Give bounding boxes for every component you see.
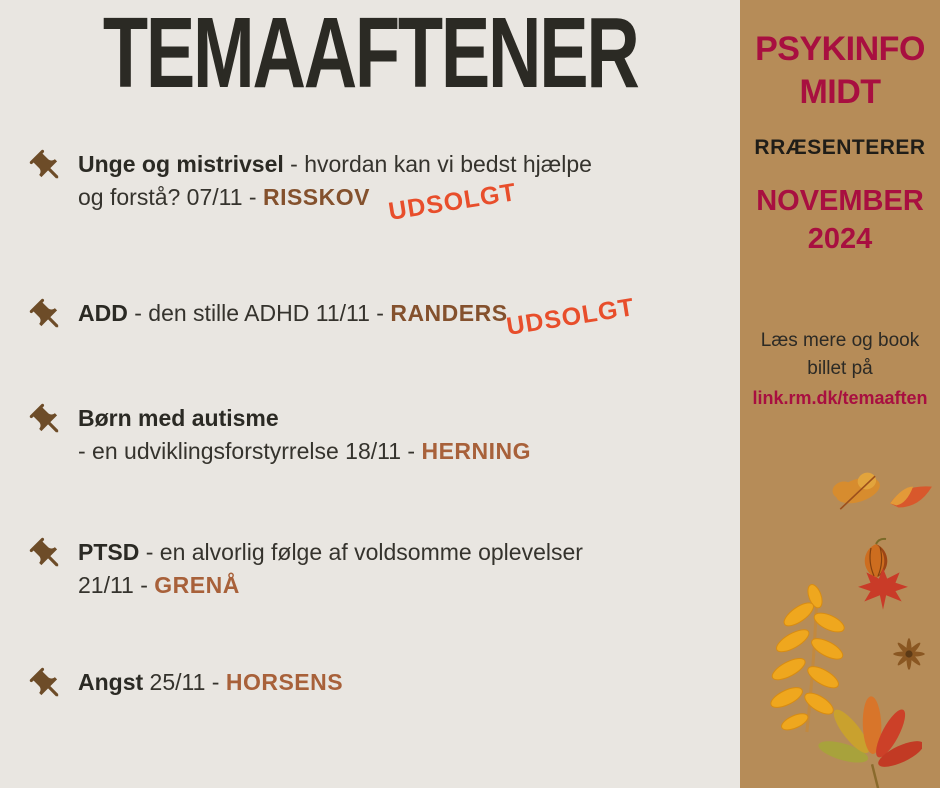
presents-label: RRÆSENTERER <box>754 136 926 159</box>
event-text <box>78 402 531 468</box>
event-location-text: GRENÅ <box>154 572 240 598</box>
star-anise-icon <box>890 636 928 672</box>
event-line <box>78 536 583 569</box>
event-line <box>78 569 583 602</box>
event-line <box>78 148 592 181</box>
event-item <box>28 402 531 468</box>
oak-leaf-icon <box>824 468 890 520</box>
event-title-text: PTSD <box>78 539 140 565</box>
small-leaf-icon <box>888 480 934 512</box>
event-detail-text: - hvordan kan vi bedst hjælpe <box>283 151 592 177</box>
creeper-leaf-icon <box>818 684 922 788</box>
event-location-text: RANDERS <box>390 300 508 326</box>
event-title-text: Angst <box>78 669 144 695</box>
cta-line-1: Læs mere og book <box>760 330 920 351</box>
event-detail-text: og forstå? 07/11 - <box>78 184 263 210</box>
soldout-badge: UDSOLGT <box>386 178 519 226</box>
event-title-text: ADD <box>78 300 128 326</box>
brand-line-1: PSYKINFO <box>755 30 925 68</box>
pushpin-icon <box>28 402 66 440</box>
event-text <box>78 297 508 330</box>
event-detail-text: - en alvorlig følge af voldsomme oplevelser <box>139 539 583 565</box>
cta-line-2: billet på <box>807 358 873 379</box>
event-item <box>28 293 637 341</box>
sidebar <box>740 0 940 788</box>
event-item <box>28 148 592 226</box>
event-item <box>28 536 583 602</box>
month-label <box>740 182 940 258</box>
event-location-text: RISSKOV <box>262 184 370 210</box>
pushpin-icon <box>28 536 66 574</box>
month-line-2: 2024 <box>807 223 873 255</box>
page-title-text: TEMAAFTENER <box>102 0 638 109</box>
event-detail-text: 25/11 - <box>143 669 226 695</box>
month-line-1: NOVEMBER <box>756 185 924 217</box>
event-title-text: Børn med autisme <box>78 405 279 431</box>
event-text <box>78 666 343 699</box>
event-line <box>78 666 343 699</box>
event-line <box>78 402 531 435</box>
pushpin-icon <box>28 148 66 186</box>
brand-title <box>740 28 940 114</box>
booking-info <box>740 327 940 412</box>
event-item <box>28 666 343 704</box>
brand-line-2: MIDT <box>799 73 881 111</box>
event-line <box>78 297 508 330</box>
event-detail-text: - den stille ADHD 11/11 - <box>127 300 391 326</box>
soldout-badge: UDSOLGT <box>504 293 637 341</box>
event-location-text: HERNING <box>421 438 532 464</box>
pushpin-icon <box>28 297 66 335</box>
booking-link[interactable]: link.rm.dk/temaaften <box>752 388 928 408</box>
event-text <box>78 536 583 602</box>
event-location-text: HORSENS <box>225 669 344 695</box>
event-title-text: Unge og mistrivsel <box>78 151 284 177</box>
event-detail-text: 21/11 - <box>78 572 155 598</box>
event-detail-text: - en udviklingsforstyrrelse 18/11 - <box>78 438 422 464</box>
event-line <box>78 435 531 468</box>
pushpin-icon <box>28 666 66 704</box>
